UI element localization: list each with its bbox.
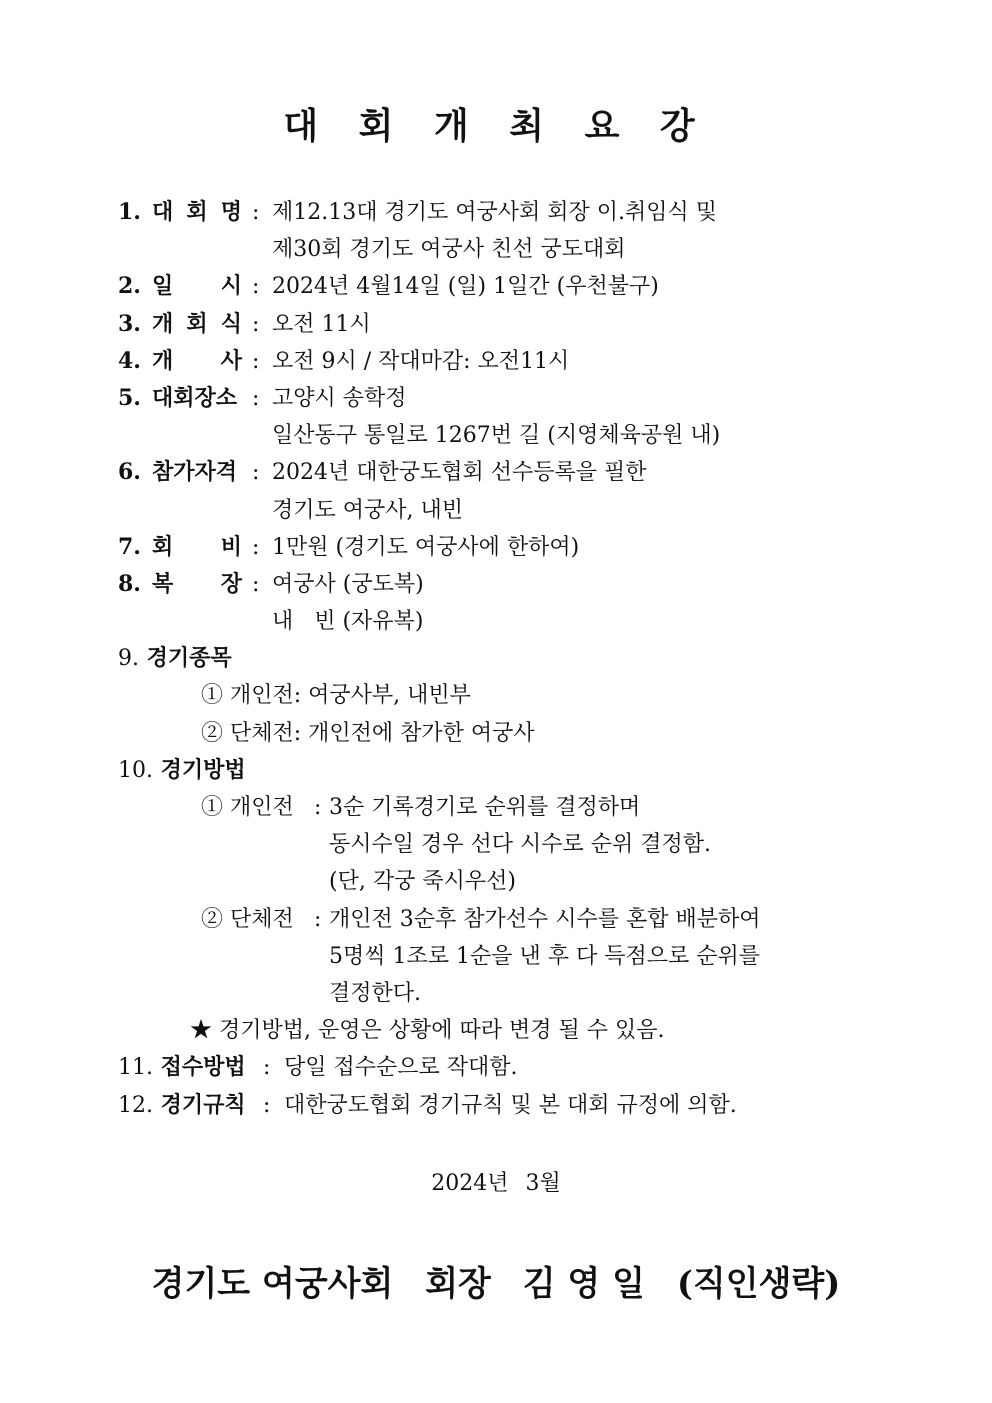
method-individual-cont	[118, 826, 898, 863]
label-colon: :	[314, 906, 322, 932]
method-label: ① 개인전	[201, 795, 294, 820]
item-fee	[118, 529, 898, 566]
item-label: 개 사	[152, 347, 242, 374]
item-value: 당일 접수순으로 작대함.	[284, 1055, 518, 1081]
item-number: 8.	[118, 570, 141, 597]
item-number: 4.	[118, 347, 141, 374]
item-heading: 12. 경기규칙	[118, 1091, 246, 1118]
method-text: 결정한다.	[329, 980, 422, 1006]
item-heading: 10. 경기방법	[118, 756, 246, 783]
label-colon: :	[252, 385, 260, 411]
item-heading: 11. 접수방법	[118, 1054, 246, 1081]
method-text: 개인전 3순후 참가선수 시수를 혼합 배분하여	[329, 906, 761, 932]
item-value: 경기도 여궁사, 내빈	[272, 497, 463, 523]
method-individual-cont	[118, 863, 898, 900]
item-number: 2.	[118, 273, 141, 300]
label-colon: :	[252, 460, 260, 486]
document-title: 대 회 개 최 요 강	[283, 105, 709, 147]
item-dress	[118, 566, 898, 603]
item-value: 오전 11시	[272, 311, 371, 337]
event-list-item	[118, 715, 898, 752]
item-number: 7.	[118, 533, 141, 560]
item-value: 대한궁도협회 경기규칙 및 본 대회 규정에 의함.	[284, 1092, 737, 1118]
document-body	[118, 194, 898, 1124]
item-value: 일산동구 통일로 1267번 길 (지영체육공원 내)	[272, 423, 721, 449]
method-label: ② 단체전	[201, 906, 294, 932]
item-label: 개 회 식	[152, 310, 242, 337]
item-heading: 9. 경기종목	[118, 645, 232, 672]
item-event-name	[118, 194, 898, 231]
item-value: 1만원 (경기도 여궁사에 한하여)	[272, 534, 580, 560]
label-colon: :	[263, 1092, 271, 1118]
item-method	[118, 752, 898, 789]
item-opening	[118, 306, 898, 343]
item-value: 제30회 경기도 여궁사 친선 궁도대회	[272, 237, 626, 263]
item-number: 3.	[118, 310, 141, 337]
signature-name: 김 영 일	[522, 1264, 645, 1304]
item-value: 여궁사 (궁도복)	[272, 571, 424, 597]
item-venue	[118, 380, 898, 417]
event-text: ② 단체전: 개인전에 참가한 여궁사	[201, 720, 535, 746]
item-value: 제12.13대 경기도 여궁사회 회장 이.취임식 및	[272, 200, 717, 225]
item-eligibility	[118, 454, 898, 491]
item-label: 대 회 명	[152, 199, 242, 225]
method-team	[118, 901, 898, 938]
event-text: ① 개인전: 여궁사부, 내빈부	[201, 683, 471, 709]
item-value: 고양시 송학정	[272, 385, 407, 411]
item-eligibility-cont	[118, 492, 898, 529]
item-label: 회 비	[152, 533, 242, 560]
item-number: 1.	[118, 199, 141, 225]
item-rules	[118, 1087, 898, 1124]
method-text: (단, 각궁 죽시우선)	[329, 869, 516, 895]
item-registration	[118, 1049, 898, 1086]
label-colon: :	[252, 311, 260, 337]
item-venue-cont	[118, 417, 898, 454]
label-colon: :	[314, 795, 322, 820]
item-value: 오전 9시 / 작대마감: 오전11시	[272, 348, 570, 374]
label-colon: :	[263, 1055, 271, 1081]
item-events	[118, 640, 898, 677]
item-label: 참가자격	[152, 459, 238, 486]
signature-role: 회장	[425, 1264, 491, 1304]
method-team-cont	[118, 975, 898, 1012]
item-label: 대회장소	[152, 384, 238, 411]
method-text: 3순 기록경기로 순위를 결정하며	[329, 795, 641, 820]
item-label: 복 장	[152, 570, 242, 597]
item-label: 일 시	[152, 273, 242, 300]
signature-line	[0, 1256, 992, 1305]
event-list-item	[118, 677, 898, 714]
item-number: 5.	[118, 384, 141, 411]
item-value: 2024년 대한궁도협회 선수등록을 필한	[272, 460, 647, 486]
issue-date: 2024년 3월	[431, 1171, 561, 1196]
signature-org: 경기도 여궁사회	[151, 1264, 394, 1304]
item-start	[118, 343, 898, 380]
method-note	[118, 1012, 898, 1049]
method-text: 동시수일 경우 선다 시수로 순위 결정함.	[329, 832, 711, 858]
method-team-cont	[118, 938, 898, 975]
item-value: 내 빈 (자유복)	[272, 609, 424, 635]
item-date	[118, 268, 898, 305]
item-dress-cont	[118, 603, 898, 640]
signature-seal-note: (직인생략)	[676, 1264, 841, 1304]
note-text: ★ 경기방법, 운영은 상황에 따라 변경 될 수 있음.	[190, 1018, 665, 1044]
label-colon: :	[252, 274, 260, 300]
label-colon: :	[252, 534, 260, 560]
item-number: 6.	[118, 459, 141, 486]
item-event-name-cont	[118, 231, 898, 268]
method-text: 5명씩 1조로 1순을 낸 후 다 득점으로 순위를	[329, 943, 760, 969]
label-colon: :	[252, 571, 260, 597]
method-individual	[118, 789, 898, 826]
label-colon: :	[252, 348, 260, 374]
item-value: 2024년 4월14일 (일) 1일간 (우천불구)	[272, 274, 659, 300]
label-colon: :	[252, 200, 260, 225]
